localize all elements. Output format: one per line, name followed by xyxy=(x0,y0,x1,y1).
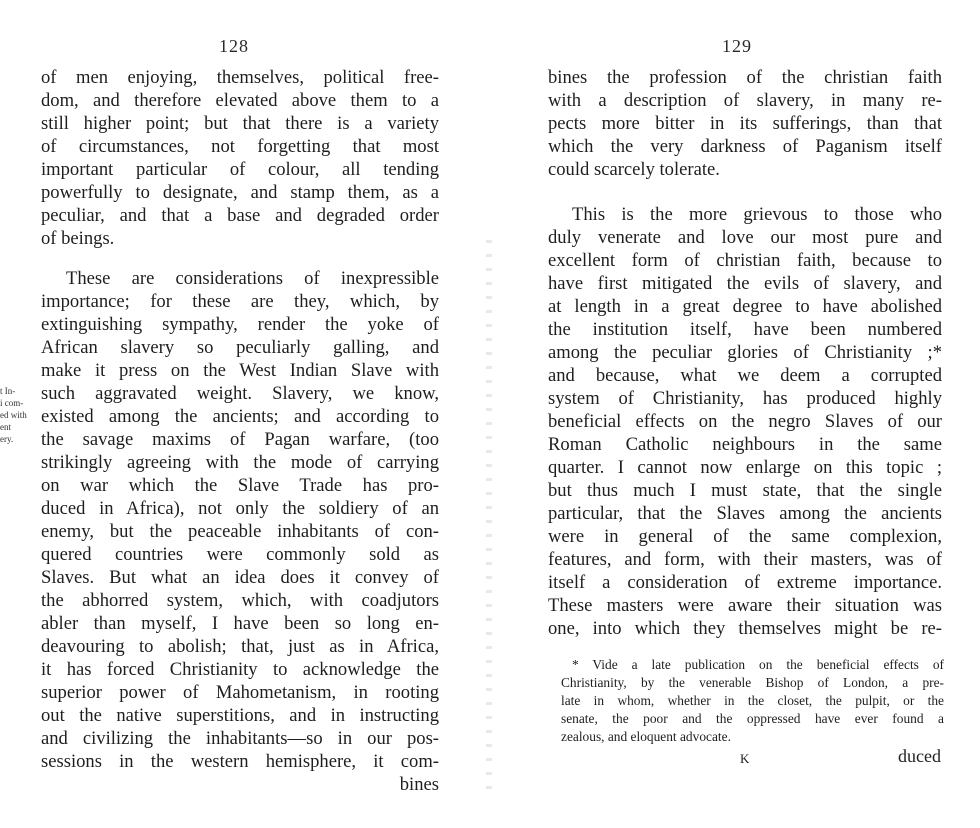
text-line: strikingly agreeing with the mode of carrying xyxy=(41,452,439,473)
text-line: of beings. xyxy=(41,228,115,249)
text-line: the savage maxims of Pagan warfare, (too xyxy=(41,429,439,450)
text-line: on war which the Slave Trade has pro- xyxy=(41,475,439,496)
text-line: system of Christianity, has produced highly xyxy=(548,388,942,409)
text-line: have first mitigated the evils of slavery, and xyxy=(548,273,942,294)
marginal-note xyxy=(0,385,27,445)
text-line: the institution itself, have been numbered xyxy=(548,319,942,340)
text-line: but thus much I must state, that the single xyxy=(548,480,942,501)
text-line: features, and form, with their masters, was of xyxy=(548,549,942,570)
right-page xyxy=(490,0,980,828)
catchword-right: duced xyxy=(898,746,941,766)
text-line: excellent form of christian faith, because to xyxy=(548,250,942,271)
text-line: abler than myself, I have been so long en- xyxy=(41,613,439,634)
footnote-line: zealous, and eloquent advocate. xyxy=(561,729,731,744)
text-line: quered countries were commonly sold as xyxy=(41,544,439,565)
text-line: were in general of the same complexion, xyxy=(548,526,942,547)
footnote-line: late in whom, whether in the closet, the pulpit, or the xyxy=(561,693,944,708)
text-line: sessions in the western hemisphere, it com- xyxy=(41,751,439,772)
text-line: deavouring to abolish; that, just as in Africa, xyxy=(41,636,439,657)
page-number-left: 128 xyxy=(219,36,249,56)
text-line: superior power of Mahometanism, in rooting xyxy=(41,682,439,703)
text-line: which the very darkness of Paganism itself xyxy=(548,136,942,157)
text-line: out the native superstitions, and in instructing xyxy=(41,705,439,726)
text-line: of men enjoying, themselves, political free- xyxy=(41,67,439,88)
text-line: importance; for these are they, which, by xyxy=(41,291,439,312)
text-line: These masters were aware their situation was xyxy=(548,595,942,616)
text-line: and civilizing the inhabitants—so in our pos- xyxy=(41,728,439,749)
text-line: existed among the ancients; and according to xyxy=(41,406,439,427)
marginal-note-line: ery. xyxy=(0,434,14,444)
page-number-right: 129 xyxy=(722,36,752,56)
text-line: still higher point; but that there is a variety xyxy=(41,113,439,134)
text-line: of circumstances, not forgetting that most xyxy=(41,136,439,157)
text-line: the abhorred system, which, with coadjutors xyxy=(41,590,439,611)
footnote-line: * Vide a late publication on the beneficial effects of xyxy=(572,657,944,672)
text-line: enemy, but the peaceable inhabitants of con- xyxy=(41,521,439,542)
text-line: bines the profession of the christian faith xyxy=(548,67,942,88)
signature-mark: K xyxy=(740,751,750,766)
text-line: itself a consideration of extreme importance. xyxy=(548,572,942,593)
text-line: with a description of slavery, in many re- xyxy=(548,90,942,111)
text-line: one, into which they themselves might be re- xyxy=(548,618,942,639)
marginal-note-line: i com- xyxy=(0,398,24,408)
text-line: powerfully to designate, and stamp them, as a xyxy=(41,182,439,203)
text-line: could scarcely tolerate. xyxy=(548,159,720,180)
text-line: important particular of colour, all tending xyxy=(41,159,439,180)
text-line: such aggravated weight. Slavery, we know, xyxy=(41,383,439,404)
text-line: peculiar, and that a base and degraded order xyxy=(41,205,439,226)
text-line: it has forced Christianity to acknowledge the xyxy=(41,659,439,680)
text-line: pects more bitter in its sufferings, than that xyxy=(548,113,942,134)
text-line: duly venerate and love our most pure and xyxy=(548,227,942,248)
marginal-note-line: t In- xyxy=(0,386,16,396)
text-line: quarter. I cannot now enlarge on this topic ; xyxy=(548,457,942,478)
marginal-note-line: ed with xyxy=(0,410,27,420)
text-line: extinguishing sympathy, render the yoke of xyxy=(41,314,439,335)
text-line: dom, and therefore elevated above them to a xyxy=(41,90,439,111)
text-line: African slavery so peculiarly galling, and xyxy=(41,337,439,358)
text-line: and because, what we deem a corrupted xyxy=(548,365,942,386)
paragraph-first-line: This is the more grievous to those who xyxy=(572,204,942,225)
footnote-line: senate, the poor and the oppressed have ever found a xyxy=(561,711,944,726)
catchword-left: bines xyxy=(399,774,439,795)
text-line: beneficial effects on the negro Slaves of our xyxy=(548,411,942,432)
text-line: at length in a great degree to have abolished xyxy=(548,296,942,317)
text-line: make it press on the West Indian Slave with xyxy=(41,360,439,381)
text-line: Roman Catholic neighbours in the same xyxy=(548,434,942,455)
text-line: Slaves. But what an idea does it convey of xyxy=(41,567,439,588)
footnote-line: Christianity, by the venerable Bishop of London, a pre- xyxy=(561,675,944,690)
paragraph-first-line: These are considerations of inexpressible xyxy=(66,268,439,289)
text-line: particular, that the Slaves among the ancients xyxy=(548,503,942,524)
marginal-note-line: ent xyxy=(0,422,11,432)
text-line: duced in Africa), not only the soldiery of an xyxy=(41,498,439,519)
text-line: among the peculiar glories of Christianity ;* xyxy=(548,342,942,363)
